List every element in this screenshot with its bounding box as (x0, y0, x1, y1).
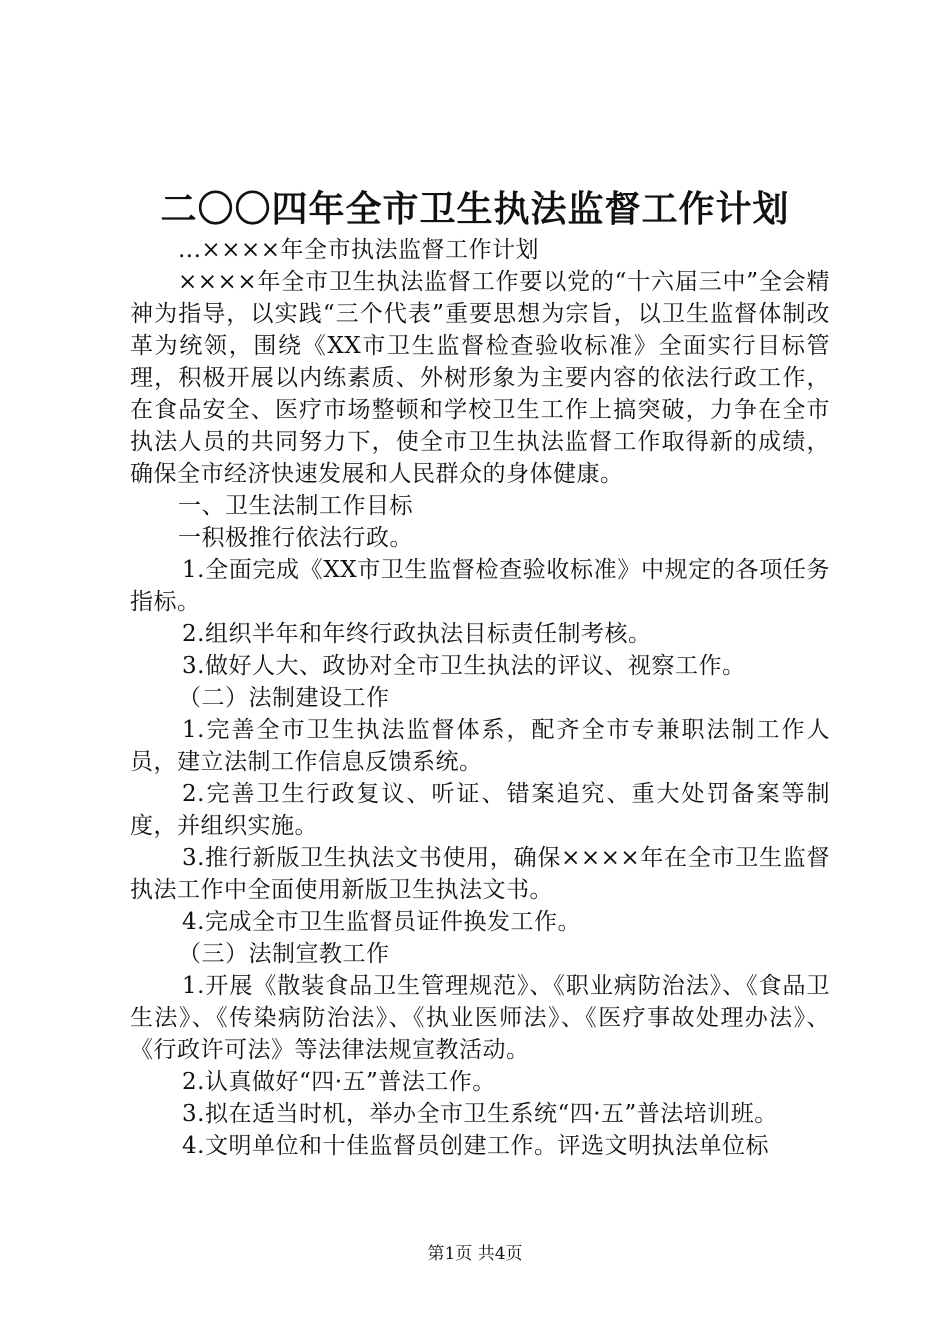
document-body (130, 234, 830, 1162)
subsection-heading-2: （二）法制建设工作 (178, 685, 390, 711)
paragraph-intro: ××××年全市卫生执法监督工作要以党的“十六届三中”全会精神为指导，以实践“三个代表”重要思想为宗旨，以卫生监督体制改革为统领，围绕《XX市卫生监督检查验收标准》全面实行目标管理，积极开展以内练素质、外树形象为主要内容的依法行政工作，在食品安全、医疗市场整顿和学校卫生工作上搞突破，力争在全市执法人员的共同努力下，使全市卫生执法监督工作取得新的成绩，确保全市经济快速发展和人民群众的身体健康。 (130, 269, 830, 487)
list-item: 1.开展《散装食品卫生管理规范》、《职业病防治法》、《食品卫生法》、《传染病防治法》、《执业医师法》、《医疗事故处理办法》、《行政许可法》等法律法规宣教活动。 (130, 973, 830, 1063)
subsection-heading-3: （三）法制宣教工作 (178, 941, 390, 967)
subsection-heading-1: 一积极推行依法行政。 (178, 525, 413, 551)
list-item: 1.全面完成《XX市卫生监督检查验收标准》中规定的各项任务指标。 (130, 557, 830, 615)
list-item: 4.完成全市卫生监督员证件换发工作。 (182, 909, 581, 935)
list-item: 2.认真做好“四·五”普法工作。 (182, 1069, 496, 1095)
document-title: 二〇〇四年全市卫生执法监督工作计划 (160, 188, 790, 230)
list-item: 1.完善全市卫生执法监督体系，配齐全市专兼职法制工作人员，建立法制工作信息反馈系统。 (130, 717, 830, 775)
page-number-footer: 第1页 共4页 (427, 1244, 523, 1264)
paragraph-heading-ref: ...××××年全市执法监督工作计划 (178, 237, 540, 263)
list-item: 2.完善卫生行政复议、听证、错案追究、重大处罚备案等制度，并组织实施。 (130, 781, 830, 839)
list-item: 3.推行新版卫生执法文书使用，确保××××年在全市卫生监督执法工作中全面使用新版卫生执法文书。 (130, 845, 830, 903)
list-item: 2.组织半年和年终行政执法目标责任制考核。 (182, 621, 652, 647)
list-item: 3.拟在适当时机，举办全市卫生系统“四·五”普法培训班。 (182, 1101, 778, 1127)
section-heading-1: 一、卫生法制工作目标 (178, 493, 413, 519)
list-item: 3.做好人大、政协对全市卫生执法的评议、视察工作。 (182, 653, 746, 679)
list-item: 4.文明单位和十佳监督员创建工作。评选文明执法单位标 (182, 1133, 769, 1159)
